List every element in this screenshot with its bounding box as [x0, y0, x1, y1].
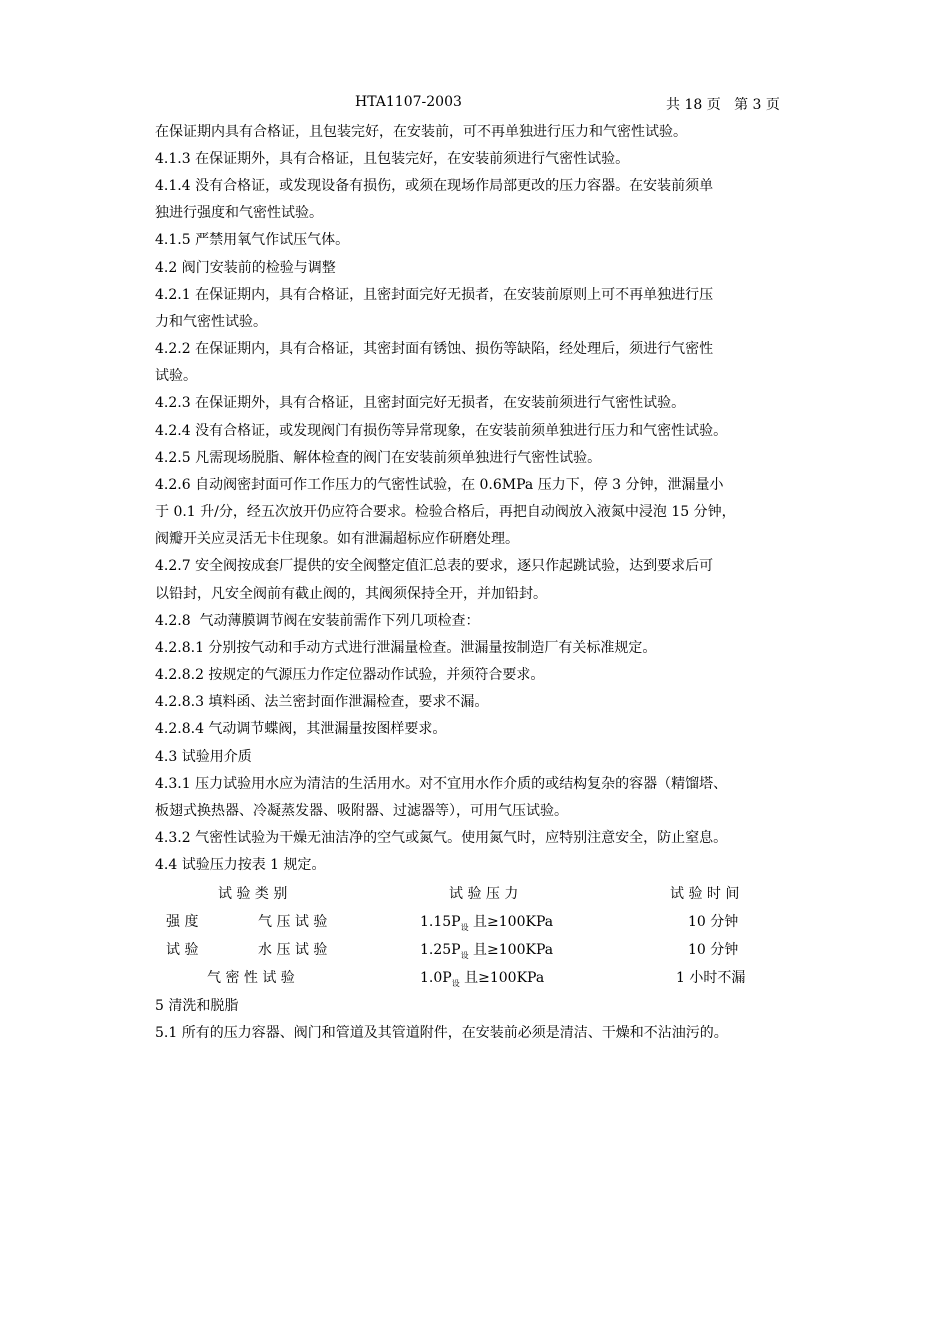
body-line: 阀瓣开关应灵活无卡住现象。如有泄漏超标应作研磨处理。	[155, 531, 519, 547]
body-line: 4.2.2 在保证期内，具有合格证，其密封面有锈蚀、损伤等缺陷，经处理后，须进行气密性	[155, 341, 714, 357]
section-heading: 4.2 阀门安装前的检验与调整	[155, 260, 336, 276]
body-line: 4.1.5 严禁用氧气作试压气体。	[155, 232, 350, 248]
table-cell-time: 10 分钟	[688, 914, 739, 930]
body-line: 4.3.1 压力试验用水应为清洁的生活用水。对不宜用水作介质的或结构复杂的容器（精馏塔、	[155, 776, 728, 792]
table-header-time: 试 验 时 间	[670, 886, 740, 902]
body-line: 4.1.3 在保证期外，具有合格证，且包装完好，在安装前须进行气密性试验。	[155, 151, 630, 167]
body-line: 试验。	[155, 368, 197, 384]
table-group-label: 强 度	[166, 914, 199, 930]
table-cell-pressure: $1.15P_设$ 且≥100KPa	[420, 914, 554, 932]
section-heading: 4.3 试验用介质	[155, 749, 252, 765]
body-line: 于 0.1 升/分，经五次放开仍应符合要求。检验合格后，再把自动阀放入液氮中浸泡 15 分钟，	[155, 504, 736, 520]
body-line: 4.1.4 没有合格证，或发现设备有损伤，或须在现场作局部更改的压力容器。在安装前须单	[155, 178, 714, 194]
section-heading: 5 清洗和脱脂	[155, 998, 239, 1014]
body-line: 以铅封，凡安全阀前有截止阀的，其阀须保持全开，并加铅封。	[155, 586, 547, 602]
body-line: 4.4 试验压力按表 1 规定。	[155, 857, 326, 873]
body-line: 力和气密性试验。	[155, 314, 267, 330]
table-header-category: 试 验 类 别	[218, 886, 288, 902]
body-line: 4.3.2 气密性试验为干燥无油洁净的空气或氮气。使用氮气时，应特别注意安全，防止窒息。	[155, 830, 728, 846]
table-cell-type: 水 压 试 验	[258, 942, 328, 958]
body-line: 4.2.8.3 填料函、法兰密封面作泄漏检查，要求不漏。	[155, 694, 489, 710]
body-line: 5.1 所有的压力容器、阀门和管道及其管道附件，在安装前必须是清洁、干燥和不沾油污的。	[155, 1025, 728, 1041]
body-line: 在保证期内具有合格证，且包装完好，在安装前，可不再单独进行压力和气密性试验。	[155, 124, 687, 140]
page-info: 共 18 页 第 3 页	[666, 97, 780, 113]
body-line: 4.2.1 在保证期内，具有合格证，且密封面完好无损者，在安装前原则上可不再单独进行压	[155, 287, 714, 303]
body-line: 板翅式换热器、冷凝蒸发器、吸附器、过滤器等），可用气压试验。	[155, 803, 568, 819]
body-line: 4.2.8 气动薄膜调节阀在安装前需作下列几项检查：	[155, 613, 480, 629]
body-line: 4.2.5 凡需现场脱脂、解体检查的阀门在安装前须单独进行气密性试验。	[155, 450, 602, 466]
table-cell-pressure: $1.25P_设$ 且≥100KPa	[420, 942, 554, 960]
table-cell-time: 10 分钟	[688, 942, 739, 958]
body-line: 4.2.7 安全阀按成套厂提供的安全阀整定值汇总表的要求，逐只作起跳试验，达到要求后可	[155, 558, 714, 574]
body-line: 4.2.6 自动阀密封面可作工作压力的气密性试验，在 0.6MPa 压力下，停 3 分钟，泄漏量小	[155, 477, 724, 493]
body-line: 4.2.4 没有合格证，或发现阀门有损伤等异常现象，在安装前须单独进行压力和气密性试验。	[155, 423, 728, 439]
body-line: 4.2.8.1 分别按气动和手动方式进行泄漏量检查。泄漏量按制造厂有关标准规定。	[155, 640, 657, 656]
body-line: 4.2.8.4 气动调节蝶阀，其泄漏量按图样要求。	[155, 721, 447, 737]
table-cell-type: 气 压 试 验	[258, 914, 328, 930]
body-line: 4.2.3 在保证期外，具有合格证，且密封面完好无损者，在安装前须进行气密性试验。	[155, 395, 686, 411]
table-group-label: 试 验	[166, 942, 199, 958]
body-line: 4.2.8.2 按规定的气源压力作定位器动作试验，并须符合要求。	[155, 667, 545, 683]
table-header-pressure: 试 验 压 力	[449, 886, 519, 902]
body-line: 独进行强度和气密性试验。	[155, 205, 323, 221]
table-cell-pressure: $1.0P_设$ 且≥100KPa	[420, 970, 545, 988]
doc-code: HTA1107-2003	[355, 94, 462, 110]
table-cell-type: 气 密 性 试 验	[207, 970, 295, 986]
table-cell-time: 1 小时不漏	[676, 970, 746, 986]
